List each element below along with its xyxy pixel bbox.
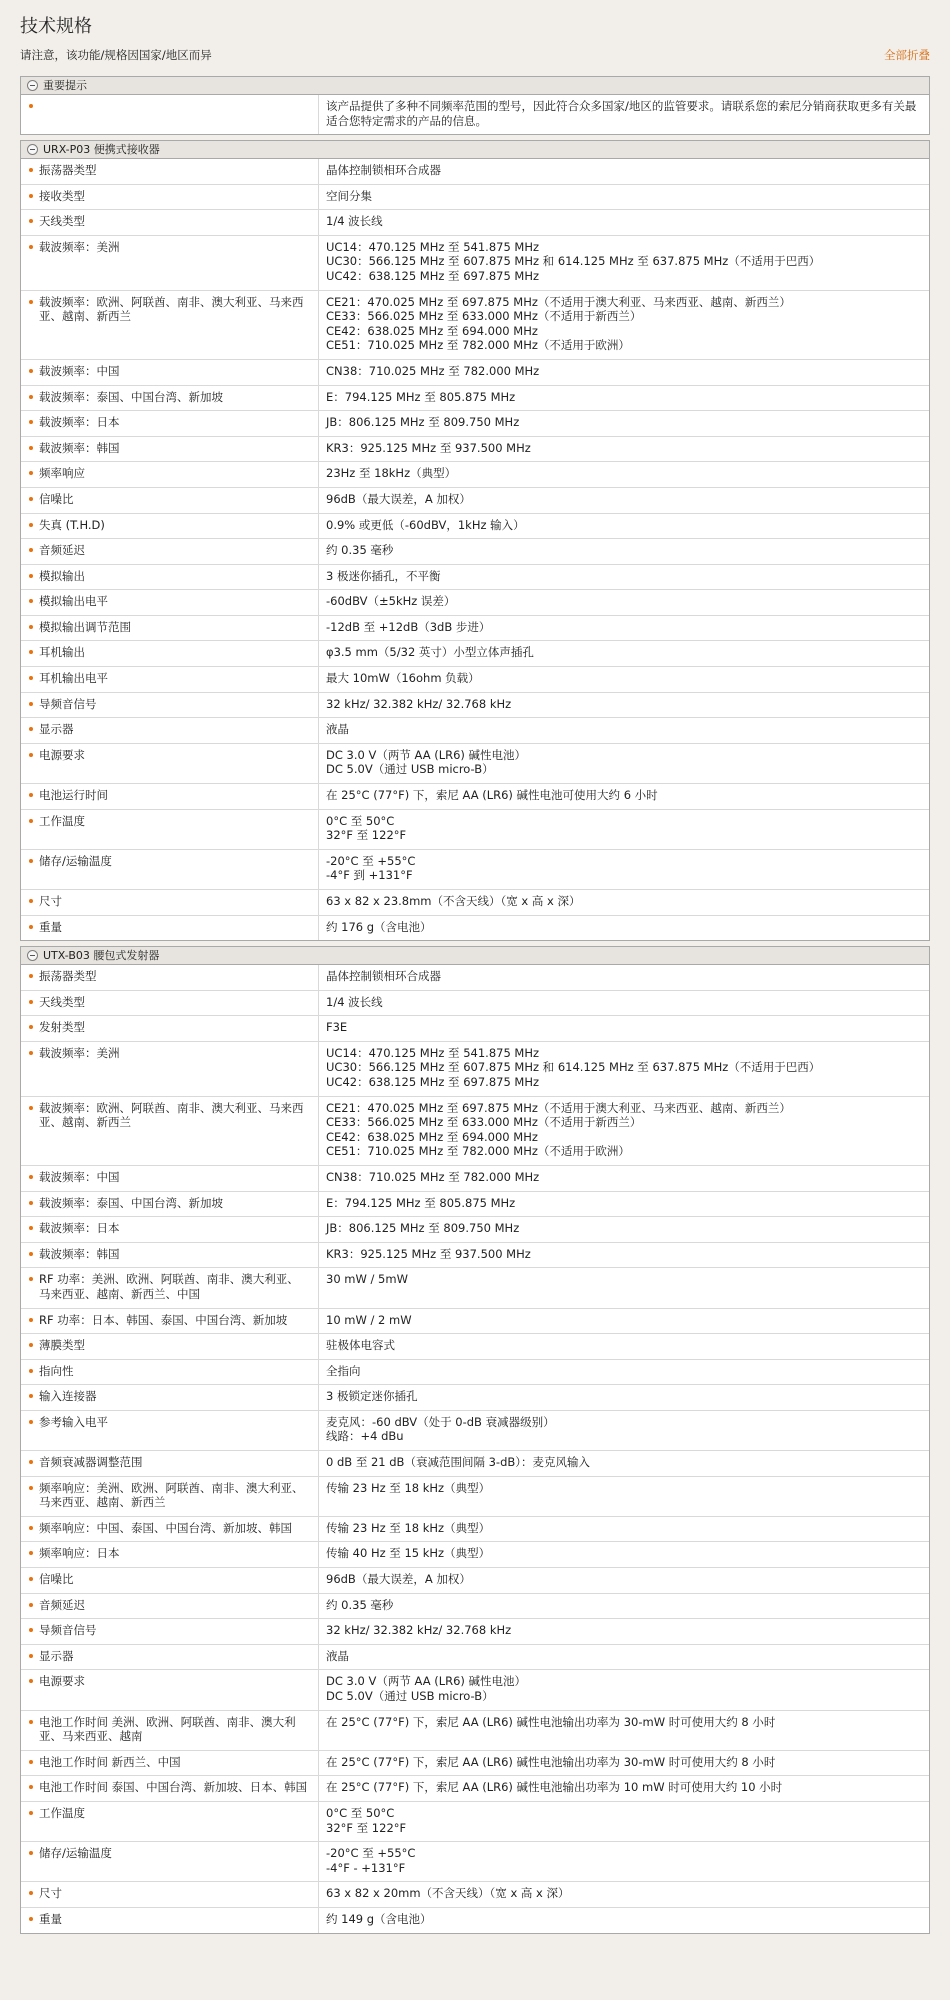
spec-row bbox=[21, 1243, 929, 1269]
spec-value-line: DC 3.0 V（两节 AA (LR6) 碱性电池） bbox=[326, 747, 527, 762]
spec-value bbox=[319, 890, 929, 915]
spec-row bbox=[21, 159, 929, 185]
spec-value-line: -20°C 至 +55°C bbox=[326, 1846, 416, 1861]
spec-value-line: E：794.125 MHz 至 805.875 MHz bbox=[326, 1195, 516, 1210]
spec-row bbox=[21, 810, 929, 850]
spec-label: 载波频率：美洲 bbox=[21, 1042, 319, 1096]
section-title: UTX-B03 腰包式发射器 bbox=[43, 949, 160, 962]
spec-row bbox=[21, 1594, 929, 1620]
spec-row bbox=[21, 1619, 929, 1645]
spec-label: 电源要求 bbox=[21, 744, 319, 783]
spec-value-line: 在 25°C (77°F) 下，索尼 AA (LR6) 碱性电池可使用大约 6 小时 bbox=[326, 788, 658, 803]
spec-label: 载波频率：中国 bbox=[21, 360, 319, 385]
spec-label: RF 功率：美洲、欧洲、阿联酋、南非、澳大利亚、马来西亚、越南、新西兰、中国 bbox=[21, 1268, 319, 1307]
spec-label: 工作温度 bbox=[21, 1802, 319, 1841]
spec-label: 参考输入电平 bbox=[21, 1411, 319, 1450]
spec-value-line: CE21：470.025 MHz 至 697.875 MHz（不适用于澳大利亚、马来西亚、越南、新西兰） bbox=[326, 1100, 791, 1115]
spec-value-line: 传输 23 Hz 至 18 kHz（典型） bbox=[326, 1520, 491, 1535]
spec-label: 电池工作时间 泰国、中国台湾、新加坡、日本、韩国 bbox=[21, 1776, 319, 1801]
spec-row bbox=[21, 965, 929, 991]
spec-value bbox=[319, 1268, 929, 1307]
spec-value-line: KR3：925.125 MHz 至 937.500 MHz bbox=[326, 440, 531, 455]
spec-value bbox=[319, 565, 929, 590]
spec-value-line: 23Hz 至 18kHz（典型） bbox=[326, 466, 457, 481]
spec-value-line: UC30：566.125 MHz 至 607.875 MHz 和 614.125 MHz 至 637.875 MHz（不适用于巴西） bbox=[326, 1060, 821, 1075]
spec-value bbox=[319, 1568, 929, 1593]
spec-row bbox=[21, 1192, 929, 1218]
spec-row bbox=[21, 1334, 929, 1360]
spec-value bbox=[319, 236, 929, 290]
spec-row bbox=[21, 95, 929, 134]
spec-value-line: 0°C 至 50°C bbox=[326, 813, 395, 828]
spec-value-line: -4°F - +131°F bbox=[326, 1860, 406, 1875]
spec-value-line: 32 kHz/ 32.382 kHz/ 32.768 kHz bbox=[326, 696, 512, 711]
spec-value bbox=[319, 1385, 929, 1410]
spec-value bbox=[319, 1619, 929, 1644]
spec-value-line: DC 5.0V（通过 USB micro-B） bbox=[326, 1689, 494, 1703]
spec-label: 导频音信号 bbox=[21, 693, 319, 718]
spec-value bbox=[319, 850, 929, 889]
spec-row bbox=[21, 1360, 929, 1386]
spec-row bbox=[21, 718, 929, 744]
section-title: 重要提示 bbox=[43, 79, 87, 92]
spec-value-line: 液晶 bbox=[326, 1648, 349, 1663]
spec-row bbox=[21, 210, 929, 236]
spec-label: 载波频率：泰国、中国台湾、新加坡 bbox=[21, 1192, 319, 1217]
spec-label: 频率响应：中国、泰国、中国台湾、新加坡、韩国 bbox=[21, 1517, 319, 1542]
spec-value-line: 96dB（最大误差，A 加权） bbox=[326, 1572, 471, 1587]
spec-label: 载波频率：美洲 bbox=[21, 236, 319, 290]
spec-value bbox=[319, 1334, 929, 1359]
spec-row bbox=[21, 1751, 929, 1777]
spec-value-line: KR3：925.125 MHz 至 937.500 MHz bbox=[326, 1246, 531, 1261]
spec-value bbox=[319, 991, 929, 1016]
spec-value bbox=[319, 1411, 929, 1450]
spec-value-line: 最大 10mW（16ohm 负载） bbox=[326, 671, 480, 686]
spec-value bbox=[319, 291, 929, 359]
spec-value bbox=[319, 1166, 929, 1191]
spec-row bbox=[21, 1166, 929, 1192]
spec-value-line: 96dB（最大误差，A 加权） bbox=[326, 491, 471, 506]
spec-value bbox=[319, 784, 929, 809]
spec-value-line: CE42：638.025 MHz 至 694.000 MHz bbox=[326, 1129, 538, 1144]
spec-label: 模拟输出调节范围 bbox=[21, 616, 319, 641]
spec-value bbox=[319, 360, 929, 385]
spec-value bbox=[319, 718, 929, 743]
spec-value bbox=[319, 159, 929, 184]
spec-value bbox=[319, 488, 929, 513]
spec-value bbox=[319, 667, 929, 692]
spec-row bbox=[21, 1802, 929, 1842]
spec-label: 工作温度 bbox=[21, 810, 319, 849]
spec-row bbox=[21, 1477, 929, 1517]
spec-row bbox=[21, 784, 929, 810]
spec-label: 模拟输出 bbox=[21, 565, 319, 590]
spec-label: 电池运行时间 bbox=[21, 784, 319, 809]
receiver-section bbox=[20, 140, 930, 941]
spec-row bbox=[21, 1309, 929, 1335]
spec-row bbox=[21, 1842, 929, 1882]
spec-label: 信噪比 bbox=[21, 1568, 319, 1593]
spec-row bbox=[21, 916, 929, 941]
spec-value-line: 0°C 至 50°C bbox=[326, 1805, 395, 1820]
spec-label: 重量 bbox=[21, 916, 319, 941]
spec-value-line: UC42：638.125 MHz 至 697.875 MHz bbox=[326, 268, 540, 283]
spec-label: 导频音信号 bbox=[21, 1619, 319, 1644]
spec-label: 显示器 bbox=[21, 1645, 319, 1670]
spec-row bbox=[21, 616, 929, 642]
spec-value-line: UC30：566.125 MHz 至 607.875 MHz 和 614.125 MHz 至 637.875 MHz（不适用于巴西） bbox=[326, 254, 821, 269]
spec-label: 模拟输出电平 bbox=[21, 590, 319, 615]
spec-value-line: UC14：470.125 MHz 至 541.875 MHz bbox=[326, 1045, 540, 1060]
page-title: 技术规格 bbox=[20, 16, 92, 37]
spec-value-line: UC14：470.125 MHz 至 541.875 MHz bbox=[326, 239, 540, 254]
spec-value-line: 该产品提供了多种不同频率范围的型号，因此符合众多国家/地区的监管要求。请联系您的索尼分销商获取更多有关最适合您特定需求的产品的信息。 bbox=[326, 99, 917, 128]
spec-row bbox=[21, 1711, 929, 1751]
spec-label: 显示器 bbox=[21, 718, 319, 743]
receiver-section-header[interactable] bbox=[21, 141, 929, 159]
spec-value-line: -12dB 至 +12dB（3dB 步进） bbox=[326, 619, 491, 634]
spec-value-line: 在 25°C (77°F) 下，索尼 AA (LR6) 碱性电池输出功率为 30-mW 时可使用大约 8 小时 bbox=[326, 1714, 776, 1729]
spec-row bbox=[21, 411, 929, 437]
spec-label: 失真 (T.H.D) bbox=[21, 514, 319, 539]
spec-value bbox=[319, 1309, 929, 1334]
spec-label: RF 功率：日本、韩国、泰国、中国台湾、新加坡 bbox=[21, 1309, 319, 1334]
spec-value-line: 在 25°C (77°F) 下，索尼 AA (LR6) 碱性电池输出功率为 30-mW 时可使用大约 8 小时 bbox=[326, 1754, 776, 1769]
spec-value-line: 3 极锁定迷你插孔 bbox=[326, 1389, 418, 1404]
spec-label: 载波频率：韩国 bbox=[21, 1243, 319, 1268]
spec-label: 指向性 bbox=[21, 1360, 319, 1385]
spec-value bbox=[319, 1645, 929, 1670]
spec-value-line: 全指向 bbox=[326, 1363, 361, 1378]
spec-value-line: 0 dB 至 21 dB（衰减范围间隔 3-dB）：麦克风输入 bbox=[326, 1455, 591, 1470]
spec-label: 载波频率：日本 bbox=[21, 411, 319, 436]
spec-label: 耳机输出 bbox=[21, 641, 319, 666]
spec-row bbox=[21, 1645, 929, 1671]
spec-row bbox=[21, 850, 929, 890]
spec-value-line: DC 5.0V（通过 USB micro-B） bbox=[326, 762, 494, 777]
spec-value-line: 空间分集 bbox=[326, 188, 372, 203]
spec-value-line: CE51：710.025 MHz 至 782.000 MHz（不适用于欧洲） bbox=[326, 338, 630, 353]
spec-value bbox=[319, 616, 929, 641]
spec-row bbox=[21, 1908, 929, 1933]
spec-label: 音频延迟 bbox=[21, 1594, 319, 1619]
spec-row bbox=[21, 744, 929, 784]
spec-value bbox=[319, 1243, 929, 1268]
spec-label: 耳机输出电平 bbox=[21, 667, 319, 692]
spec-row bbox=[21, 1517, 929, 1543]
spec-value bbox=[319, 1882, 929, 1907]
spec-value-line: 63 x 82 x 20mm（不含天线）（宽 x 高 x 深） bbox=[326, 1886, 570, 1901]
important-section-header[interactable] bbox=[21, 77, 929, 95]
spec-value bbox=[319, 641, 929, 666]
spec-value bbox=[319, 693, 929, 718]
spec-label: 载波频率：泰国、中国台湾、新加坡 bbox=[21, 386, 319, 411]
spec-value-line: 在 25°C (77°F) 下，索尼 AA (LR6) 碱性电池输出功率为 10 mW 时可使用大约 10 小时 bbox=[326, 1780, 783, 1795]
spec-value bbox=[319, 916, 929, 941]
spec-value bbox=[319, 965, 929, 990]
spec-label: 音频衰减器调整范围 bbox=[21, 1451, 319, 1476]
spec-value bbox=[319, 1670, 929, 1709]
spec-label: 频率响应：美洲、欧洲、阿联酋、南非、澳大利亚、马来西亚、越南、新西兰 bbox=[21, 1477, 319, 1516]
spec-row bbox=[21, 667, 929, 693]
spec-value bbox=[319, 95, 929, 134]
spec-value-line: JB：806.125 MHz 至 809.750 MHz bbox=[326, 1221, 520, 1236]
spec-value bbox=[319, 185, 929, 210]
spec-label: 天线类型 bbox=[21, 991, 319, 1016]
important-section bbox=[20, 76, 930, 135]
spec-value-line: 1/4 波长线 bbox=[326, 994, 383, 1009]
spec-value bbox=[319, 1594, 929, 1619]
spec-row bbox=[21, 462, 929, 488]
spec-value-line: 传输 40 Hz 至 15 kHz（典型） bbox=[326, 1546, 491, 1561]
spec-value-line: 晶体控制锁相环合成器 bbox=[326, 163, 441, 177]
spec-value-line: -4°F 到 +131°F bbox=[326, 868, 413, 883]
collapse-minus-icon[interactable] bbox=[27, 144, 38, 155]
spec-value-line: 线路：+4 dBu bbox=[326, 1429, 404, 1444]
spec-value-line: 0.9% 或更低（-60dBV，1kHz 输入） bbox=[326, 517, 525, 532]
spec-value bbox=[319, 1016, 929, 1041]
spec-value bbox=[319, 744, 929, 783]
notice-row bbox=[20, 47, 930, 65]
spec-row bbox=[21, 386, 929, 412]
spec-value-line: 32°F 至 122°F bbox=[326, 828, 407, 843]
spec-label: 信噪比 bbox=[21, 488, 319, 513]
spec-value-line: -20°C 至 +55°C bbox=[326, 853, 416, 868]
spec-row bbox=[21, 1097, 929, 1166]
spec-row bbox=[21, 1411, 929, 1451]
spec-row bbox=[21, 1776, 929, 1802]
spec-value-line: 32 kHz/ 32.382 kHz/ 32.768 kHz bbox=[326, 1623, 512, 1638]
spec-value-line: F3E bbox=[326, 1020, 348, 1035]
spec-row bbox=[21, 1016, 929, 1042]
spec-label: 储存/运输温度 bbox=[21, 850, 319, 889]
spec-label: 载波频率：欧洲、阿联酋、南非、澳大利亚、马来西亚、越南、新西兰 bbox=[21, 291, 319, 359]
spec-value bbox=[319, 462, 929, 487]
collapse-minus-icon[interactable] bbox=[27, 950, 38, 961]
spec-label: 载波频率：韩国 bbox=[21, 437, 319, 462]
spec-value bbox=[319, 810, 929, 849]
transmitter-section-header[interactable] bbox=[21, 947, 929, 965]
spec-value bbox=[319, 1477, 929, 1516]
spec-label: 接收类型 bbox=[21, 185, 319, 210]
spec-row bbox=[21, 1385, 929, 1411]
spec-value-line: CE21：470.025 MHz 至 697.875 MHz（不适用于澳大利亚、马来西亚、越南、新西兰） bbox=[326, 294, 791, 309]
spec-value-line: CN38：710.025 MHz 至 782.000 MHz bbox=[326, 363, 540, 378]
spec-row bbox=[21, 991, 929, 1017]
spec-value bbox=[319, 411, 929, 436]
spec-row bbox=[21, 590, 929, 616]
spec-value bbox=[319, 1451, 929, 1476]
spec-label: 发射类型 bbox=[21, 1016, 319, 1041]
spec-value-line: 约 149 g（含电池） bbox=[326, 1911, 432, 1926]
spec-value bbox=[319, 1360, 929, 1385]
spec-row bbox=[21, 291, 929, 360]
transmitter-section bbox=[20, 946, 930, 1934]
spec-row bbox=[21, 1568, 929, 1594]
spec-value bbox=[319, 437, 929, 462]
spec-value-line: -60dBV（±5kHz 误差） bbox=[326, 594, 456, 609]
spec-value-line: 约 176 g（含电池） bbox=[326, 919, 432, 934]
spec-row bbox=[21, 488, 929, 514]
spec-value bbox=[319, 1217, 929, 1242]
spec-label: 载波频率：中国 bbox=[21, 1166, 319, 1191]
spec-value-line: 液晶 bbox=[326, 722, 349, 737]
spec-value-line: 约 0.35 毫秒 bbox=[326, 543, 394, 558]
spec-value bbox=[319, 1908, 929, 1933]
spec-row bbox=[21, 1217, 929, 1243]
spec-value-line: 传输 23 Hz 至 18 kHz（典型） bbox=[326, 1480, 491, 1495]
spec-value bbox=[319, 210, 929, 235]
spec-value bbox=[319, 1842, 929, 1881]
spec-value-line: 约 0.35 毫秒 bbox=[326, 1597, 394, 1612]
spec-row bbox=[21, 1542, 929, 1568]
collapse-minus-icon[interactable] bbox=[27, 80, 38, 91]
spec-label: 振荡器类型 bbox=[21, 159, 319, 184]
spec-value-line: 1/4 波长线 bbox=[326, 214, 383, 229]
spec-row bbox=[21, 437, 929, 463]
spec-row bbox=[21, 693, 929, 719]
spec-row bbox=[21, 360, 929, 386]
spec-value-line: 麦克风：-60 dBV（处于 0-dB 衰减器级别） bbox=[326, 1414, 555, 1429]
spec-value-line: CE51：710.025 MHz 至 782.000 MHz（不适用于欧洲） bbox=[326, 1144, 630, 1159]
spec-value-line: JB：806.125 MHz 至 809.750 MHz bbox=[326, 415, 520, 430]
spec-value-line: φ3.5 mm（5/32 英寸）小型立体声插孔 bbox=[326, 645, 534, 660]
spec-label: 储存/运输温度 bbox=[21, 1842, 319, 1881]
spec-label: 输入连接器 bbox=[21, 1385, 319, 1410]
spec-label: 频率响应：日本 bbox=[21, 1542, 319, 1567]
spec-row bbox=[21, 890, 929, 916]
spec-label: 尺寸 bbox=[21, 890, 319, 915]
spec-label: 重量 bbox=[21, 1908, 319, 1933]
spec-label: 振荡器类型 bbox=[21, 965, 319, 990]
spec-value-line: UC42：638.125 MHz 至 697.875 MHz bbox=[326, 1074, 540, 1089]
spec-value-line: DC 3.0 V（两节 AA (LR6) 碱性电池） bbox=[326, 1674, 527, 1689]
spec-row bbox=[21, 185, 929, 211]
section-title: URX-P03 便携式接收器 bbox=[43, 143, 160, 156]
spec-label: 天线类型 bbox=[21, 210, 319, 235]
spec-value-line: CN38：710.025 MHz 至 782.000 MHz bbox=[326, 1169, 540, 1184]
collapse-all-link[interactable]: 全部折叠 bbox=[884, 48, 930, 62]
spec-label: 频率响应 bbox=[21, 462, 319, 487]
spec-label: 电池工作时间 新西兰、中国 bbox=[21, 1751, 319, 1776]
spec-value-line: 30 mW / 5mW bbox=[326, 1272, 408, 1287]
spec-label bbox=[21, 95, 319, 134]
spec-value bbox=[319, 1097, 929, 1165]
spec-value-line: 3 极迷你插孔，不平衡 bbox=[326, 568, 441, 583]
spec-row bbox=[21, 1451, 929, 1477]
spec-value-line: CE42：638.025 MHz 至 694.000 MHz bbox=[326, 323, 538, 338]
spec-value-line: 驻极体电容式 bbox=[326, 1338, 395, 1353]
spec-value bbox=[319, 1751, 929, 1776]
spec-row bbox=[21, 565, 929, 591]
spec-row bbox=[21, 514, 929, 540]
spec-value bbox=[319, 1042, 929, 1096]
spec-value bbox=[319, 1542, 929, 1567]
spec-value bbox=[319, 1192, 929, 1217]
spec-row bbox=[21, 1268, 929, 1308]
spec-value-line: CE33：566.025 MHz 至 633.000 MHz（不适用于新西兰） bbox=[326, 1115, 642, 1130]
spec-value bbox=[319, 386, 929, 411]
spec-value-line: 晶体控制锁相环合成器 bbox=[326, 969, 441, 983]
spec-label: 尺寸 bbox=[21, 1882, 319, 1907]
spec-value bbox=[319, 1776, 929, 1801]
spec-value bbox=[319, 1517, 929, 1542]
spec-label: 载波频率：欧洲、阿联酋、南非、澳大利亚、马来西亚、越南、新西兰 bbox=[21, 1097, 319, 1165]
spec-label: 电池工作时间 美洲、欧洲、阿联酋、南非、澳大利亚、马来西亚、越南 bbox=[21, 1711, 319, 1750]
spec-value-line: E：794.125 MHz 至 805.875 MHz bbox=[326, 389, 516, 404]
spec-row bbox=[21, 1882, 929, 1908]
region-notice: 请注意，该功能/规格因国家/地区而异 bbox=[20, 48, 212, 62]
spec-row bbox=[21, 539, 929, 565]
spec-row bbox=[21, 1042, 929, 1097]
spec-value-line: CE33：566.025 MHz 至 633.000 MHz（不适用于新西兰） bbox=[326, 309, 642, 324]
spec-value bbox=[319, 539, 929, 564]
spec-value-line: 63 x 82 x 23.8mm（不含天线）（宽 x 高 x 深） bbox=[326, 894, 581, 908]
spec-row bbox=[21, 641, 929, 667]
spec-value-line: 32°F 至 122°F bbox=[326, 1820, 407, 1835]
spec-value bbox=[319, 590, 929, 615]
spec-value bbox=[319, 514, 929, 539]
spec-label: 薄膜类型 bbox=[21, 1334, 319, 1359]
spec-label: 电源要求 bbox=[21, 1670, 319, 1709]
spec-value-line: 10 mW / 2 mW bbox=[326, 1312, 412, 1327]
spec-value bbox=[319, 1802, 929, 1841]
spec-label: 音频延迟 bbox=[21, 539, 319, 564]
spec-label: 载波频率：日本 bbox=[21, 1217, 319, 1242]
spec-row bbox=[21, 1670, 929, 1710]
spec-row bbox=[21, 236, 929, 291]
spec-value bbox=[319, 1711, 929, 1750]
